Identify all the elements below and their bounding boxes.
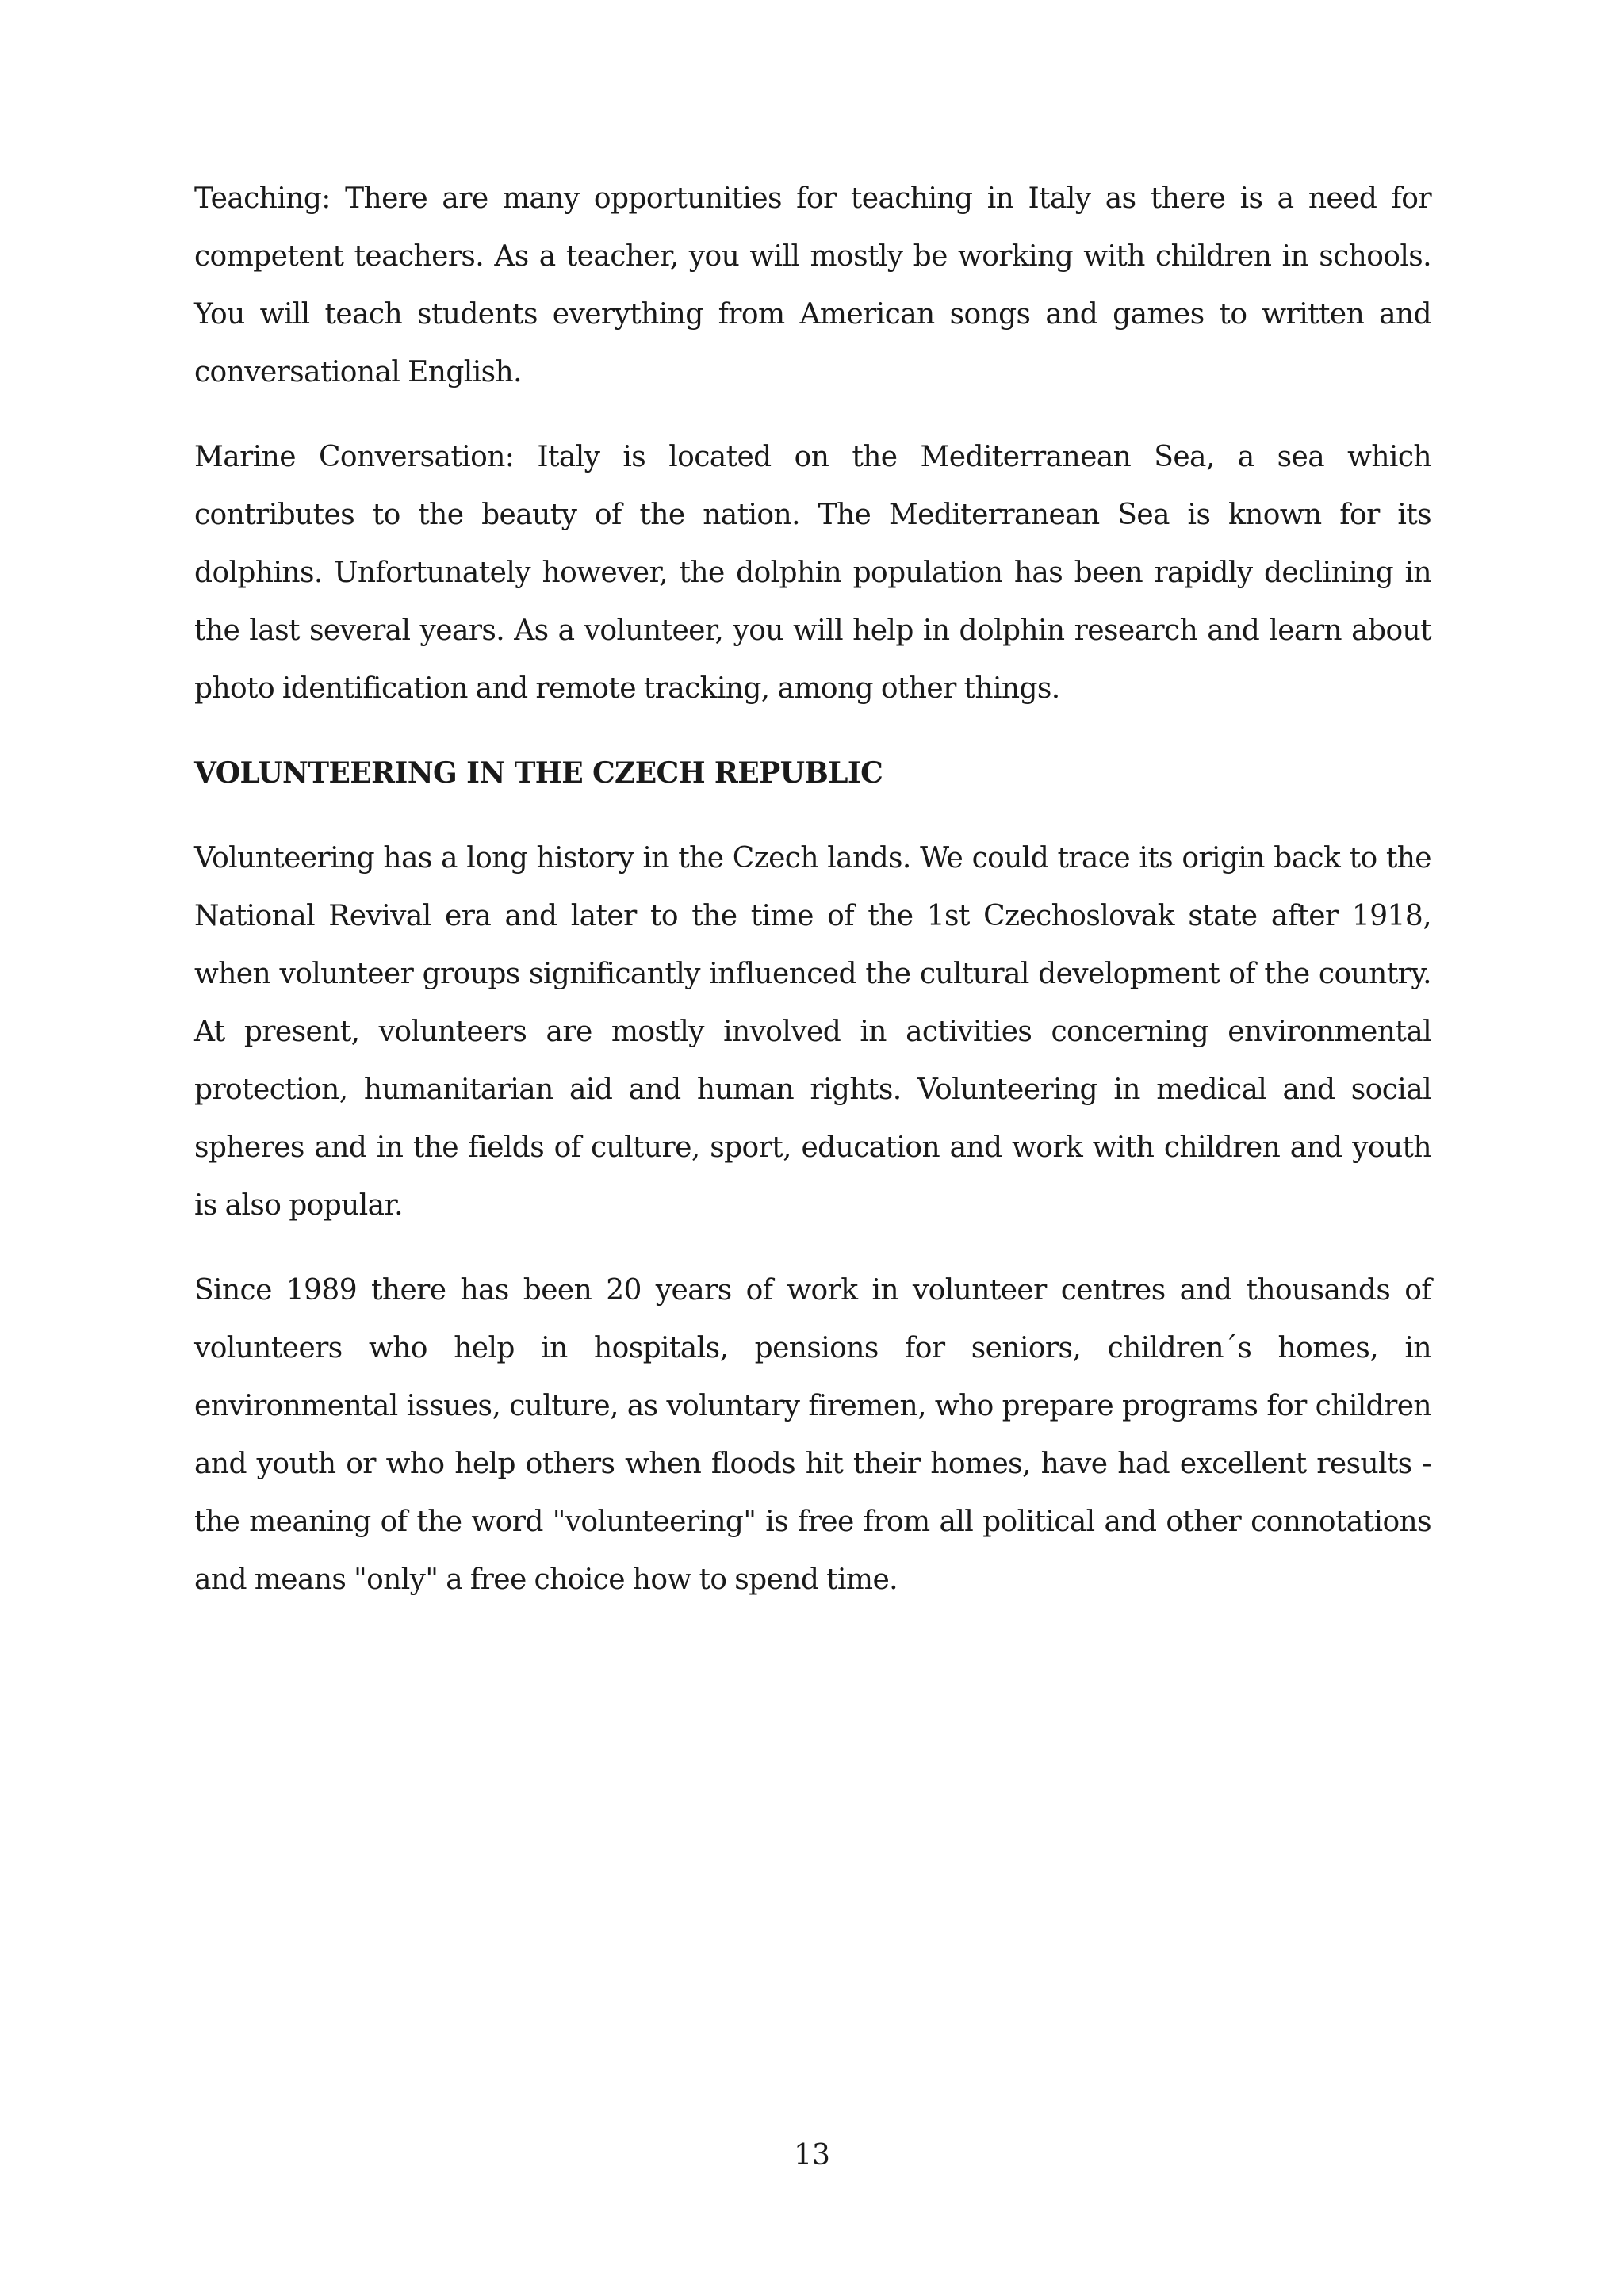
page-number: 13 — [794, 2139, 830, 2172]
page-body — [194, 170, 1431, 1636]
paragraph-teaching: Teaching: There are many opportunities for teaching in Italy as there is a need for competent teachers. As a teacher, you will mostly be working with children in schools. You will teach students everything from American songs and games to written and conversational English. — [194, 182, 1431, 388]
section-heading: VOLUNTEERING IN THE CZECH REPUBLIC — [194, 756, 883, 790]
paragraph-volunteering-history: Volunteering has a long history in the Czech lands. We could trace its origin back to the National Revival era and later to the time of the 1st Czechoslovak state after 1918, when volunteer groups significantly influenced the cultural development of the country. At present, volunteers are mostly involved in activities concerning environmental protection, humanitarian aid and human rights. Volunteering in medical and social spheres and in the fields of culture, sport, education and work with children and youth is also popular. — [194, 842, 1431, 1222]
paragraph-volunteer-centres: Since 1989 there has been 20 years of work in volunteer centres and thousands of volunteers who help in hospitals, pensions for seniors, children´s homes, in environmental issues, culture, as voluntary firemen, who prepare programs for children and youth or who help others when floods hit their homes, have had excellent results - the meaning of the word "volunteering" is free from all political and other connotations and means "only" a free choice how to spend time. — [194, 1274, 1431, 1596]
paragraph-marine-conversation: Marine Conversation: Italy is located on the Mediterranean Sea, a sea which contributes to the beauty of the nation. The Mediterranean Sea is known for its dolphins. Unfortunately however, the dolphin population has been rapidly declining in the last several years. As a volunteer, you will help in dolphin research and learn about photo identification and remote tracking, among other things. — [194, 441, 1431, 705]
